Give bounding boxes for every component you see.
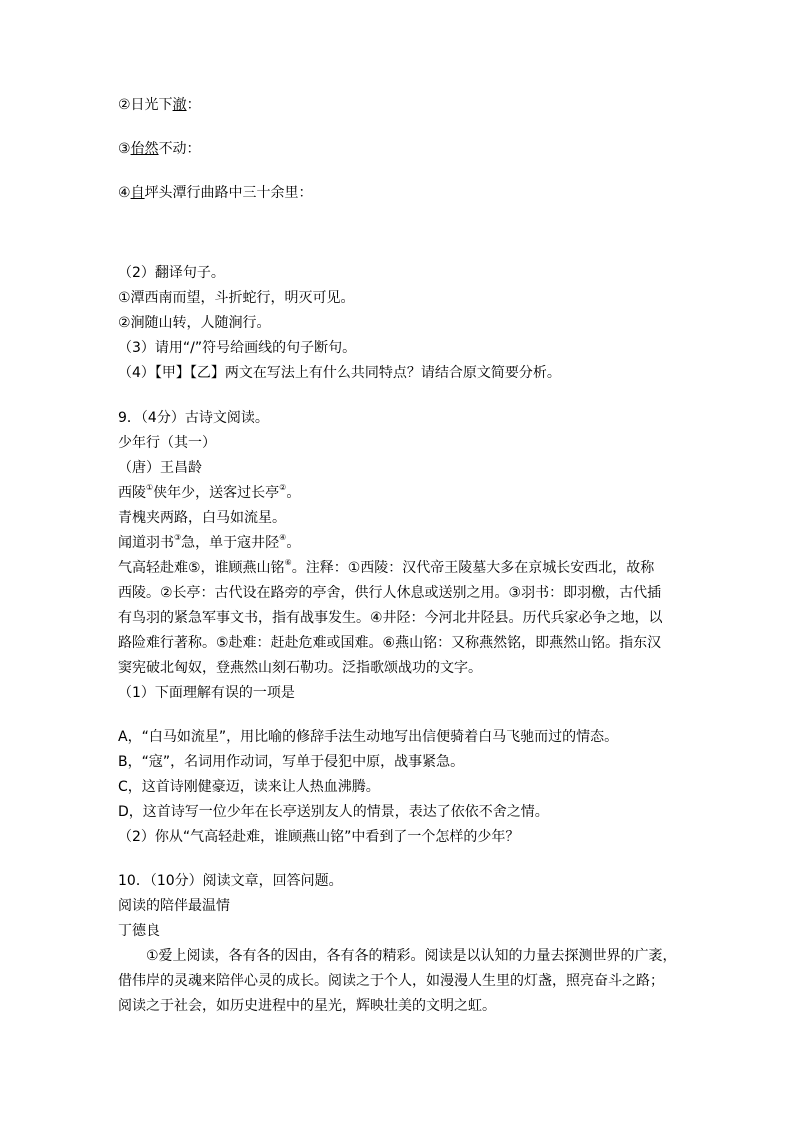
text-line xyxy=(118,634,661,652)
text-line xyxy=(118,264,225,282)
text-line xyxy=(118,872,343,890)
text-segment: D，这首诗写一位少年在长亭送别友人的情景，表达了依依不舍之情。 xyxy=(118,804,549,820)
footnote-marker: ③ xyxy=(174,533,182,542)
text-segment: A，“白马如流星”，用比喻的修辞手法生动地写出信便骑着白马飞驰而过的情态。 xyxy=(118,729,619,745)
text-line xyxy=(118,972,664,990)
text-segment: ②日光下 xyxy=(118,97,173,113)
text-segment: 青槐夹两路，白马如流星。 xyxy=(118,510,286,526)
text-segment: （3）请用“/”符号给画线的句子断句。 xyxy=(118,340,357,356)
text-segment: ： xyxy=(186,97,201,113)
text-line xyxy=(118,753,464,771)
text-line xyxy=(118,803,549,821)
text-segment: 借伟岸的灵魂来陪伴心灵的成长。阅读之于个人，如漫漫人生里的灯盏，照亮奋斗之路； xyxy=(118,973,664,989)
text-line xyxy=(118,339,356,357)
text-line xyxy=(118,922,160,940)
footnote-marker: ② xyxy=(279,483,287,492)
text-segment: 阅读的陪伴最温情 xyxy=(118,898,230,914)
text-line xyxy=(118,684,295,702)
text-segment: 西陵。②长亭：古代设在路旁的亭舍，供行人休息或送别之用。③羽书：即羽檄，古代插 xyxy=(118,585,662,601)
text-line xyxy=(118,534,300,552)
footnote-marker: ① xyxy=(146,483,154,492)
text-line xyxy=(118,897,230,915)
text-segment: ③ xyxy=(118,141,131,157)
text-segment: （1）下面理解有误的一项是 xyxy=(118,685,295,701)
text-line xyxy=(118,584,661,602)
text-line xyxy=(118,609,663,627)
text-line xyxy=(118,828,519,846)
text-segment: 。 xyxy=(286,485,301,501)
text-segment: 不动： xyxy=(158,141,201,157)
text-segment: 阅读之于社会，如历史进程中的星光，辉映壮美的文明之虹。 xyxy=(118,998,496,1014)
text-line xyxy=(118,947,677,965)
text-segment: （2）翻译句子。 xyxy=(118,265,225,281)
text-segment: ④ xyxy=(118,185,131,201)
text-segment: （2）你从“气高轻赴难，谁顾燕山铭”中看到了一个怎样的少年？ xyxy=(118,829,520,845)
text-segment: 有鸟羽的紧急军事文书，指有战事发生。④井陉：今河北井陉县。历代兵家必争之地，以 xyxy=(118,610,663,626)
text-segment: （唐）王昌龄 xyxy=(118,460,202,476)
text-segment: 。 xyxy=(286,535,301,551)
text-segment: C，这首诗刚健豪迈，读来让人热血沸腾。 xyxy=(118,779,380,795)
text-line xyxy=(118,364,561,382)
text-segment: 窦宪破北匈奴，登燕然山刻石勒功。泛指歌颂战功的文字。 xyxy=(118,660,482,676)
text-line xyxy=(118,409,269,427)
text-segment: 闻道羽书 xyxy=(118,535,174,551)
text-line xyxy=(118,997,496,1015)
text-segment: 。注释：①西陵：汉代帝王陵墓大多在京城长安西北，故称 xyxy=(291,560,655,576)
underlined-text: 自 xyxy=(130,185,145,201)
text-segment: 丁德良 xyxy=(118,923,160,939)
text-segment: 路险难行著称。⑤赴难：赶赴危难或国难。⑥燕山铭：又称燕然铭，即燕然山铭。指东汉 xyxy=(118,635,662,651)
text-line xyxy=(118,314,271,332)
text-line xyxy=(118,778,380,796)
text-segment: B，“寇”，名词用作动词，写单于侵犯中原，战事紧急。 xyxy=(118,754,465,770)
text-segment: 气高轻赴难⑤，谁顾燕山铭 xyxy=(118,560,285,576)
text-segment: ①潭西南而望，斗折蛇行，明灭可见。 xyxy=(118,290,355,306)
text-line xyxy=(118,659,482,677)
text-segment: ②涧随山转，人随涧行。 xyxy=(118,315,271,331)
text-line xyxy=(118,559,654,577)
text-line xyxy=(118,484,300,502)
text-line xyxy=(118,459,202,477)
text-segment: 10．（10分）阅读文章，回答问题。 xyxy=(118,873,343,889)
text-line xyxy=(118,728,618,746)
text-line xyxy=(118,509,286,527)
text-line xyxy=(118,434,216,452)
underlined-text: 佁然 xyxy=(130,141,159,157)
text-segment: 坪头潭行曲路中三十余里： xyxy=(144,185,313,201)
text-line xyxy=(118,96,201,114)
text-segment: 西陵 xyxy=(118,485,146,501)
text-line xyxy=(118,184,313,202)
text-segment: 9．（4分）古诗文阅读。 xyxy=(118,410,269,426)
text-segment: 少年行（其一） xyxy=(118,435,216,451)
text-line xyxy=(118,289,355,307)
underlined-text: 澈 xyxy=(172,97,187,113)
text-segment: 急，单于寇井陉 xyxy=(181,535,280,551)
text-line xyxy=(118,140,201,158)
footnote-marker: ④ xyxy=(279,533,287,542)
text-segment: ①爱上阅读，各有各的因由，各有各的精彩。阅读是以认知的力量去探测世界的广袤， xyxy=(118,948,677,964)
text-segment: （4）【甲】【乙】两文在写法上有什么共同特点？请结合原文简要分析。 xyxy=(118,365,561,381)
footnote-marker: ⑥ xyxy=(284,558,292,567)
text-segment: 侠年少，送客过长亭 xyxy=(153,485,280,501)
